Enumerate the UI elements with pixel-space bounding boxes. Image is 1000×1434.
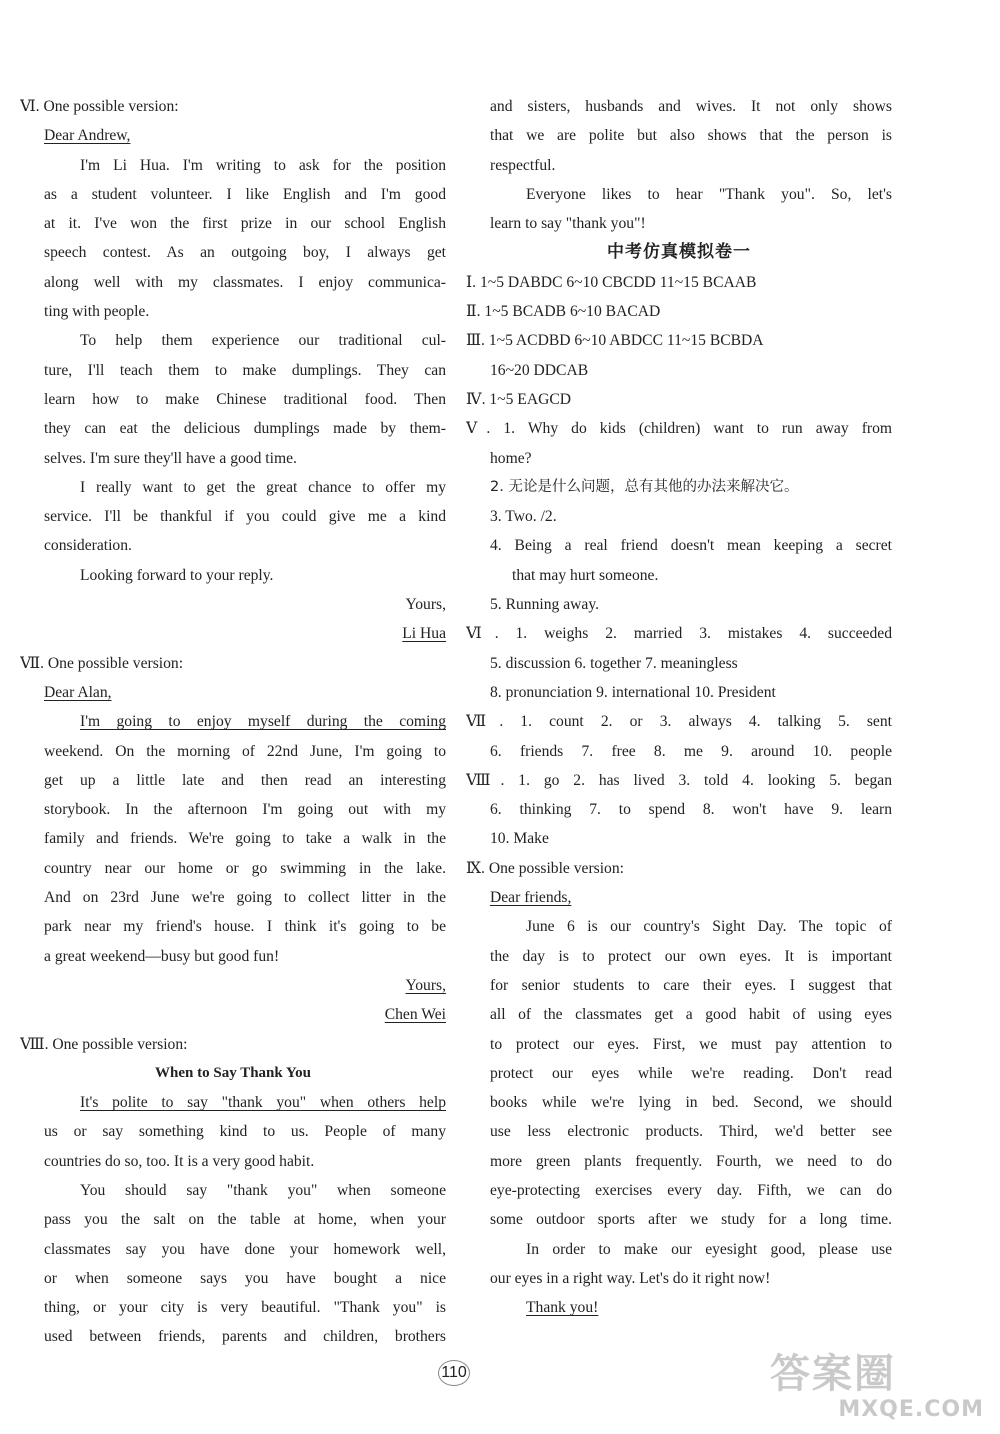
left-text-line: get up a little late and then read an interesting — [44, 771, 446, 789]
left-text-line: Dear Andrew, — [44, 127, 131, 145]
page-number: 110 — [432, 1358, 476, 1388]
left-column — [20, 92, 446, 1352]
right-text-line: home? — [490, 449, 532, 467]
right-text-line: Dear friends, — [490, 889, 572, 907]
right-text-line: 5. Running away. — [490, 596, 599, 614]
left-text-line: Looking forward to your reply. — [80, 566, 274, 584]
right-text-line: 中考仿真模拟卷一 — [607, 242, 751, 263]
left-text-line: When to Say Thank You — [155, 1064, 311, 1081]
left-text-line: I really want to get the great chance to offer my — [80, 478, 446, 496]
right-text-line: some outdoor sports after we study for a long time. — [490, 1211, 892, 1229]
right-text-line: Ⅱ. 1~5 BCADB 6~10 BACAD — [466, 303, 661, 321]
right-text-line: Ⅶ. 1. count 2. or 3. always 4. talking 5. sent — [466, 713, 892, 731]
left-text-line: as a student volunteer. I like English and I'm good — [44, 185, 446, 203]
watermark-logo — [770, 1350, 990, 1428]
left-text-line: park near my friend's house. I think it's going to be — [44, 918, 446, 936]
right-text-line: that may hurt someone. — [512, 566, 659, 584]
left-text-line: Yours, — [405, 596, 446, 614]
right-text-line: 6. friends 7. free 8. me 9. around 10. people — [490, 742, 892, 760]
left-text-line: pass you the salt on the table at home, when your — [44, 1211, 446, 1229]
right-text-line: that we are polite but also shows that the person is — [490, 127, 892, 145]
watermark-text: 答案圈 — [770, 1351, 896, 1397]
left-text-line: Ⅷ. One possible version: — [20, 1035, 188, 1053]
left-text-line: they can eat the delicious dumplings made by them- — [44, 420, 446, 438]
left-text-line: a great weekend—busy but good fun! — [44, 947, 280, 965]
right-text-line: 4. Being a real friend doesn't mean keeping a secret — [490, 537, 892, 555]
left-text-line: service. I'll be thankful if you could give me a kind — [44, 508, 446, 526]
left-text-line: at it. I've won the first prize in our school English — [44, 215, 446, 233]
left-text-line: speech contest. As an outgoing boy, I always get — [44, 244, 446, 262]
left-text-line: thing, or your city is very beautiful. "Thank you" is — [44, 1299, 446, 1317]
left-text-line: Li Hua — [402, 625, 446, 643]
left-text-line: Dear Alan, — [44, 683, 112, 701]
left-text-line: It's polite to say "thank you" when others help — [80, 1094, 446, 1112]
right-text-line: Ⅷ. 1. go 2. has lived 3. told 4. looking 5. began — [466, 771, 892, 789]
right-text-line: eye-protecting exercises every day. Fifth, we can do — [490, 1181, 892, 1199]
right-text-line: our eyes in a right way. Let's do it right now! — [490, 1269, 771, 1287]
right-column — [466, 92, 892, 1322]
left-text-line: along well with my classmates. I enjoy communica- — [44, 273, 446, 291]
left-text-line: used between friends, parents and children, brothers — [44, 1328, 446, 1346]
right-text-line: 10. Make — [490, 830, 549, 848]
left-text-line: Ⅵ. One possible version: — [20, 98, 179, 115]
right-text-line: protect our eyes while we're reading. Don't read — [490, 1064, 892, 1082]
right-text-line: for senior students to care their eyes. I suggest that — [490, 976, 892, 994]
watermark-url: MXQE.COM — [838, 1397, 984, 1422]
left-text-line: ting with people. — [44, 303, 150, 321]
right-text-line: and sisters, husbands and wives. It not only shows — [490, 98, 892, 115]
left-text-line: storybook. In the afternoon I'm going out with my — [44, 801, 446, 819]
right-text-line: learn to say "thank you"! — [490, 215, 646, 233]
right-text-line: use less electronic products. Third, we'd better see — [490, 1123, 892, 1141]
right-text-line: the day is to protect our own eyes. It is important — [490, 947, 892, 965]
right-text-line: 2. 无论是什么问题，总有其他的办法来解决它。 — [490, 478, 799, 495]
left-text-line: You should say "thank you" when someone — [80, 1181, 446, 1199]
left-text-line: Chen Wei — [384, 1006, 446, 1024]
right-text-line: 5. discussion 6. together 7. meaningless — [490, 654, 738, 672]
right-text-line: Ⅴ. 1. Why do kids (children) want to run away from — [466, 420, 892, 438]
left-text-line: or when someone says you have bought a nice — [44, 1269, 446, 1287]
left-text-line: ture, I'll teach them to make dumplings. They can — [44, 361, 446, 379]
left-text-line: Yours, — [405, 976, 446, 994]
right-text-line: Ⅳ. 1~5 EAGCD — [466, 390, 572, 408]
right-text-line: books while we're lying in bed. Second, we should — [490, 1094, 892, 1112]
right-text-line: 8. pronunciation 9. international 10. President — [490, 683, 776, 701]
right-text-line: Ⅲ. 1~5 ACDBD 6~10 ABDCC 11~15 BCBDA — [466, 332, 764, 350]
right-text-line: 16~20 DDCAB — [490, 361, 589, 379]
left-text-line: consideration. — [44, 537, 132, 555]
left-text-line: classmates say you have done your homework well, — [44, 1240, 446, 1258]
left-text-line: Ⅶ. One possible version: — [20, 654, 184, 672]
left-text-line: countries do so, too. It is a very good habit. — [44, 1152, 315, 1170]
left-text-line: I'm Li Hua. I'm writing to ask for the position — [80, 156, 446, 174]
right-text-line: more green plants frequently. Fourth, we need to do — [490, 1152, 892, 1170]
right-text-line: to protect our eyes. First, we must pay attention to — [490, 1035, 892, 1053]
right-text-line: respectful. — [490, 156, 556, 174]
left-text-line: weekend. On the morning of 22nd June, I'm going to — [44, 742, 446, 760]
left-text-line: learn how to make Chinese traditional food. Then — [44, 390, 446, 408]
left-text-line: To help them experience our traditional cul- — [80, 332, 446, 350]
left-text-line: I'm going to enjoy myself during the coming — [80, 713, 446, 731]
right-text-line: all of the classmates get a good habit of using eyes — [490, 1006, 892, 1024]
left-text-line: country near our home or go swimming in the lake. — [44, 859, 446, 877]
right-text-line: June 6 is our country's Sight Day. The topic of — [526, 918, 892, 936]
right-text-line: 6. thinking 7. to spend 8. won't have 9. learn — [490, 801, 892, 819]
left-text-line: us or say something kind to us. People of many — [44, 1123, 446, 1141]
right-text-line: In order to make our eyesight good, please use — [526, 1240, 892, 1258]
right-text-line: Ⅸ. One possible version: — [466, 859, 624, 877]
right-text-line: Everyone likes to hear "Thank you". So, let's — [526, 185, 892, 203]
right-text-line: Thank you! — [526, 1299, 599, 1317]
right-text-line: Ⅰ. 1~5 DABDC 6~10 CBCDD 11~15 BCAAB — [466, 273, 757, 291]
left-text-line: And on 23rd June we're going to collect litter in the — [44, 889, 446, 907]
right-text-line: Ⅵ. 1. weighs 2. married 3. mistakes 4. succeeded — [466, 625, 892, 643]
left-text-line: selves. I'm sure they'll have a good time. — [44, 449, 297, 467]
right-text-line: 3. Two. /2. — [490, 508, 557, 526]
left-text-line: family and friends. We're going to take a walk in the — [44, 830, 446, 848]
